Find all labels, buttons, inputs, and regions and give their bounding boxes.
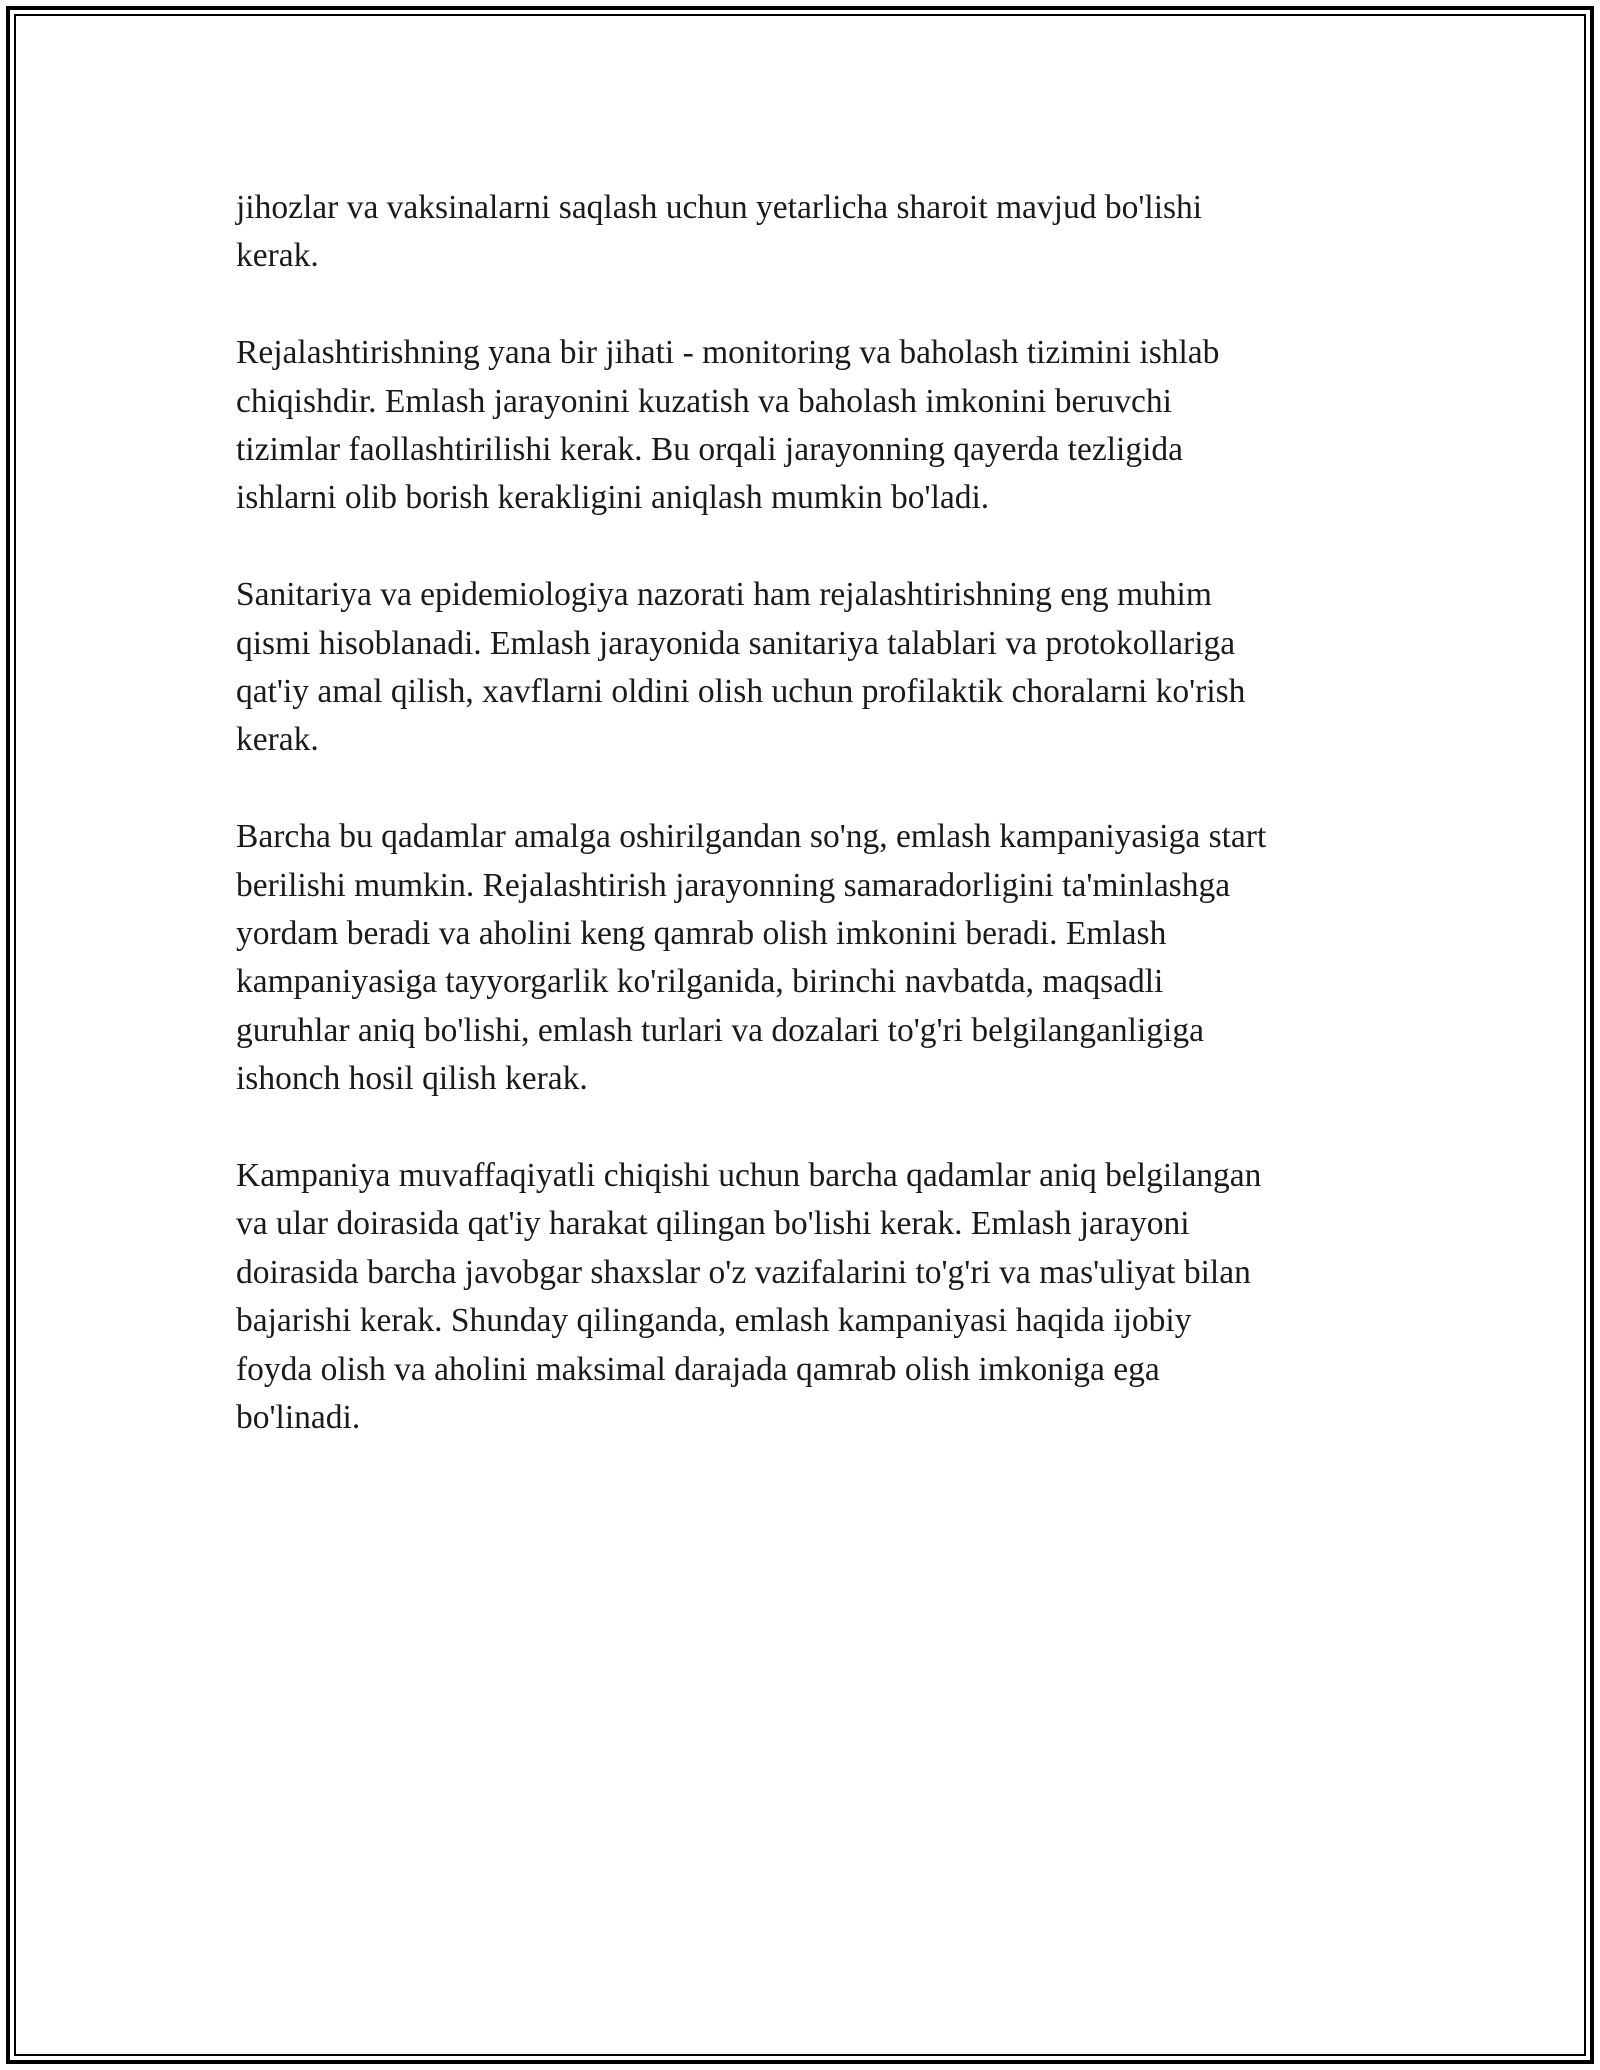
paragraph: Kampaniya muvaffaqiyatli chiqishi uchun barcha qadamlar aniq belgilangan va ular doirasida qat'iy harakat qilingan bo'lishi kerak. Emlash jarayoni doirasida barcha javobgar shaxslar o'z vazifalarini to'g'ri va mas'uliyat bilan bajarishi kerak. Shunday qilinganda, emlash kampaniyasi haqida ijobiy foyda olish va aholini maksimal darajada qamrab olish imkoniga ega bo'linadi. (236, 1157, 1262, 1437)
paragraph: Barcha bu qadamlar amalga oshirilgandan so'ng, emlash kampaniyasiga start berilishi mumkin. Rejalashtirish jarayonning samaradorligini ta'minlashga yordam beradi va aholini keng qamrab olish imkonini beradi. Emlash kampaniyasiga tayyorgarlik ko'rilganida, birinchi navbatda, maqsadli guruhlar aniq bo'lishi, emlash turlari va dozalari to'g'ri belgilanganligiga ishonch hosil qilish kerak. (236, 818, 1267, 1098)
document-body (236, 184, 1386, 1443)
paragraph: Sanitariya va epidemiologiya nazorati ham rejalashtirishning eng muhim qismi hisoblanadi. Emlash jarayonida sanitariya talablari va protokollariga qat'iy amal qilish, xavflarni oldini olish uchun profilaktik choralarni ko'rish kerak. (236, 576, 1246, 759)
paragraph: Rejalashtirishning yana bir jihati - monitoring va baholash tizimini ishlab chiqishdir. Emlash jarayonini kuzatish va baholash imkonini beruvchi tizimlar faollashtirilishi kerak. Bu orqali jarayonning qayerda tezligida ishlarni olib borish kerakligini aniqlash mumkin bo'ladi. (236, 334, 1220, 517)
paragraph: jihozlar va vaksinalarni saqlash uchun yetarlicha sharoit mavjud bo'lishi kerak. (236, 189, 1203, 275)
